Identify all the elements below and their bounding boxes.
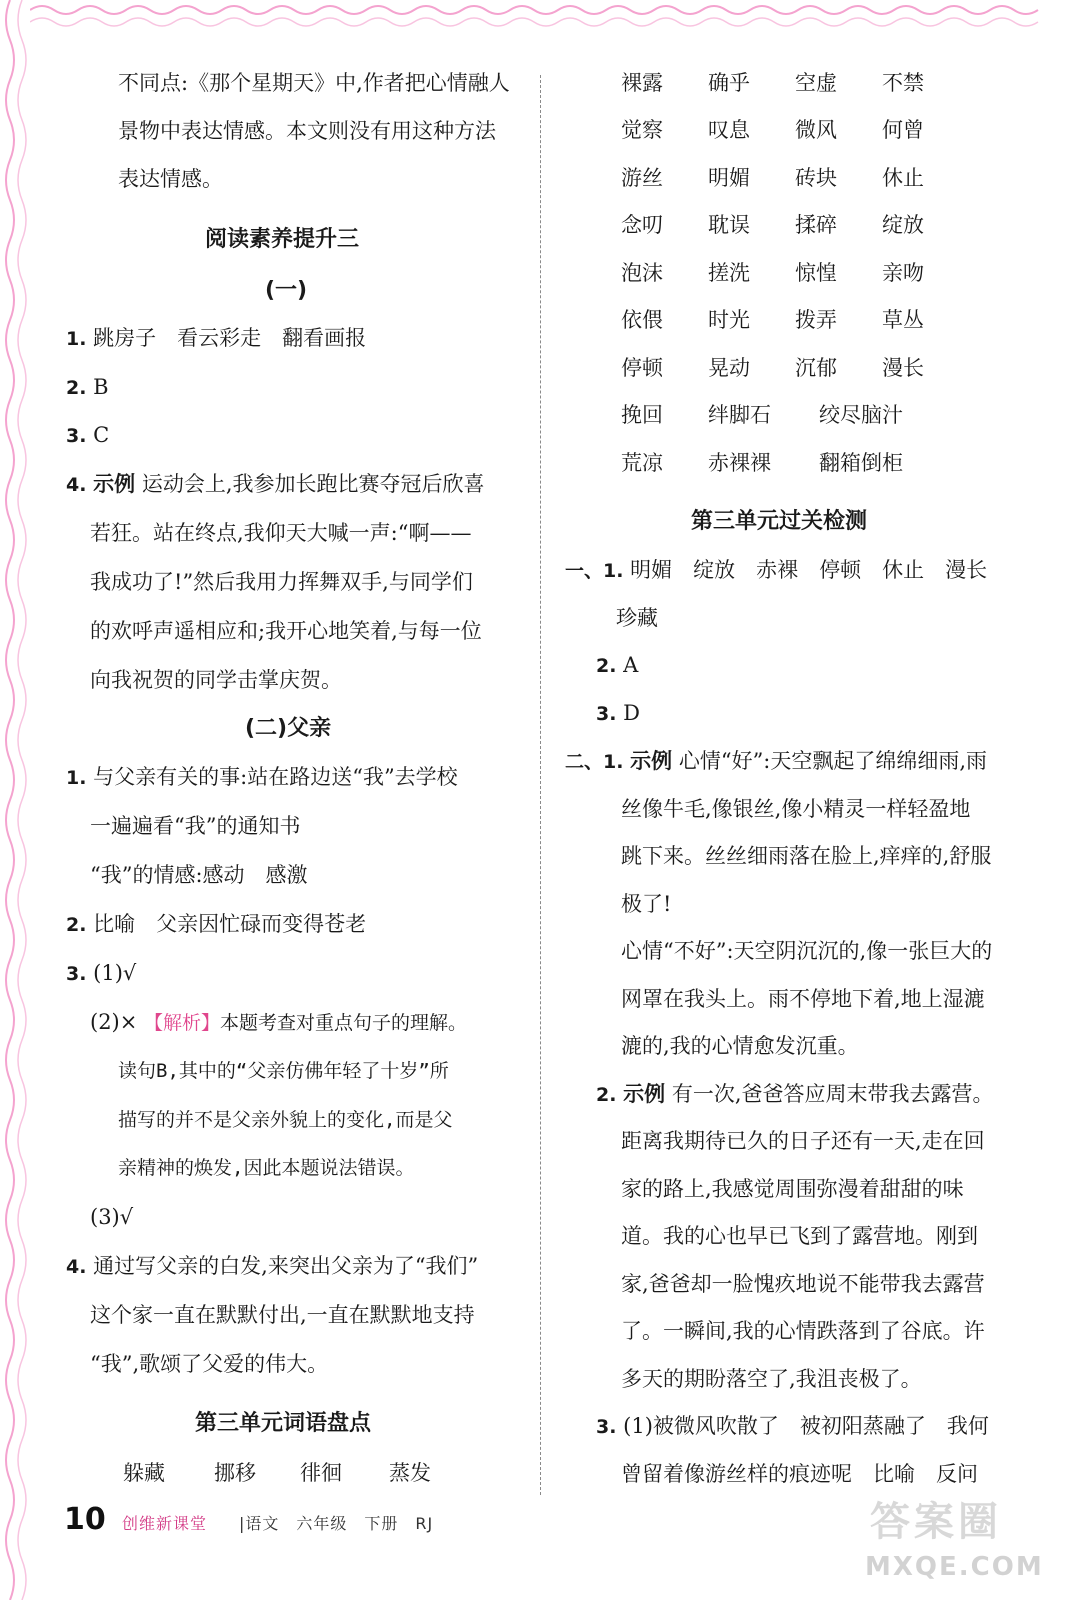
answer-line xyxy=(66,911,366,938)
question-number: 二、1. xyxy=(565,751,624,773)
example-label: 示例 xyxy=(630,749,673,773)
intro-line: 不同点:《那个星期天》中,作者把心情融人 xyxy=(118,71,510,95)
vocab-word: 荒凉 xyxy=(621,451,663,475)
answer-text: 跳房子 看云彩走 翻看画报 xyxy=(93,326,367,350)
word-grid-row xyxy=(541,307,1079,333)
vocab-word: 明媚 xyxy=(708,166,750,190)
question-number: 3. xyxy=(596,1416,617,1438)
question-number: 4. xyxy=(66,1256,87,1278)
vocab-word: 确乎 xyxy=(708,71,750,95)
analysis-text: 本题考查对重点句子的理解。 xyxy=(220,1012,468,1034)
analysis-line: 读句B,其中的“父亲仿佛年轻了十岁”所 xyxy=(118,1060,449,1082)
answer-text: 通过写父亲的白发,来突出父亲为了“我们” xyxy=(93,1254,479,1278)
vocab-word: 觉察 xyxy=(621,118,663,142)
vocab-word: 叹息 xyxy=(708,118,750,142)
word-grid-row xyxy=(541,402,1079,428)
answer-text: B xyxy=(93,375,109,399)
part-title: (二)父亲 xyxy=(245,716,332,741)
vocab-word: 惊惶 xyxy=(795,261,837,285)
vocab-word: 微风 xyxy=(795,118,837,142)
answer-line: 网罩在我头上。雨不停地下着,地上湿漉 xyxy=(621,987,985,1011)
word-grid-row xyxy=(541,117,1079,143)
answer-line: 曾留着像游丝样的痕迹呢 比喻 反问 xyxy=(621,1462,978,1486)
vocab-word: 翻箱倒柜 xyxy=(819,451,903,475)
answer-line xyxy=(66,1253,478,1280)
answer-text: (1)√ xyxy=(93,961,137,985)
word-grid-row xyxy=(541,165,1079,191)
answer-line: 了。一瞬间,我的心情跌落到了谷底。许 xyxy=(621,1319,985,1343)
book-info: |语文 六年级 下册 RJ xyxy=(239,1514,434,1533)
answer-line: 我成功了!”然后我用力挥舞双手,与同学们 xyxy=(90,570,473,594)
test-title: 第三单元过关检测 xyxy=(691,509,868,534)
vocab-word: 晃动 xyxy=(708,356,750,380)
vocab-word: 念叨 xyxy=(621,213,663,237)
vocab-word: 草丛 xyxy=(882,308,924,332)
intro-line: 表达情感。 xyxy=(118,167,223,191)
answer-text: 有一次,爸爸答应周末带我去露营。 xyxy=(671,1082,994,1106)
answer-line: 一遍遍看“我”的通知书 xyxy=(90,814,301,838)
question-number: 4. xyxy=(66,474,87,496)
vocab-word: 赤裸裸 xyxy=(708,451,771,475)
page-number: 10 xyxy=(64,1502,106,1537)
answer-line: (3)√ xyxy=(90,1205,134,1229)
answer-text: (1)被微风吹散了 被初阳蒸融了 我何 xyxy=(623,1414,989,1438)
question-number: 3. xyxy=(66,963,87,985)
brand-name: 创维新课堂 xyxy=(122,1514,208,1533)
wavy-top-border xyxy=(30,0,1050,40)
watermark-url: MXQE.COM xyxy=(865,1552,1044,1582)
answer-line: “我”的情感:感动 感激 xyxy=(90,863,308,887)
analysis-tag: 【解析】 xyxy=(144,1012,221,1034)
answer-text: 运动会上,我参加长跑比赛夺冠后欣喜 xyxy=(141,472,485,496)
answer-text: 与父亲有关的事:站在路边送“我”去学校 xyxy=(93,765,458,789)
vocab-word: 揉碎 xyxy=(795,213,837,237)
vocab-word: 泡沫 xyxy=(621,261,663,285)
answer-line xyxy=(596,652,638,679)
vocab-word: 徘徊 xyxy=(300,1461,342,1485)
vocab-word: 绽放 xyxy=(882,213,924,237)
question-number: 2. xyxy=(596,655,617,677)
answer-line xyxy=(66,422,109,449)
vocab-word: 绞尽脑汁 xyxy=(819,403,903,427)
vocab-word: 蒸发 xyxy=(389,1461,431,1485)
vocab-word: 躲藏 xyxy=(123,1461,165,1485)
answer-text: 心情“好”:天空飘起了绵绵细雨,雨 xyxy=(678,749,988,773)
vocab-word: 漫长 xyxy=(882,356,924,380)
question-number: 1. xyxy=(66,767,87,789)
vocab-word: 砖块 xyxy=(795,166,837,190)
example-label: 示例 xyxy=(93,472,136,496)
vocab-word: 挽回 xyxy=(621,403,663,427)
question-number: 一、1. xyxy=(565,560,624,582)
answer-line: 若狂。站在终点,我仰天大喊一声:“啊—— xyxy=(90,521,472,545)
answer-line xyxy=(90,1009,467,1036)
vocab-title: 第三单元词语盘点 xyxy=(195,1411,372,1436)
question-number: 2. xyxy=(66,914,87,936)
answer-line xyxy=(66,764,458,791)
watermark-logo xyxy=(850,1490,1070,1600)
intro-line: 景物中表达情感。本文则没有用这种方法 xyxy=(118,119,496,143)
answer-text: 比喻 父亲因忙碌而变得苍老 xyxy=(93,912,367,936)
answer-text: D xyxy=(623,701,640,725)
answer-line: 漉的,我的心情愈发沉重。 xyxy=(621,1034,859,1058)
answer-line: “我”,歌颂了父爱的伟大。 xyxy=(90,1352,329,1376)
vocab-word: 挪移 xyxy=(214,1461,256,1485)
vocab-word: 何曾 xyxy=(882,118,924,142)
answer-line xyxy=(565,748,987,775)
answer-line xyxy=(66,374,109,401)
answer-line: 的欢呼声遥相应和;我开心地笑着,与每一位 xyxy=(90,619,482,643)
word-grid-row xyxy=(541,70,1079,96)
answer-line xyxy=(66,325,366,352)
answer-line: 家的路上,我感觉周围弥漫着甜甜的味 xyxy=(621,1177,964,1201)
column-divider xyxy=(540,75,541,1495)
answer-text: C xyxy=(93,423,110,447)
answer-line xyxy=(66,471,485,498)
analysis-line: 亲精神的焕发,因此本题说法错误。 xyxy=(118,1157,415,1179)
answer-mark: (2)× xyxy=(90,1010,138,1034)
example-label: 示例 xyxy=(623,1082,666,1106)
vocab-word: 休止 xyxy=(882,166,924,190)
vocab-word: 不禁 xyxy=(882,71,924,95)
answer-line: 距离我期待已久的日子还有一天,走在回 xyxy=(621,1129,985,1153)
answer-line: 跳下来。丝丝细雨落在脸上,痒痒的,舒服 xyxy=(621,844,992,868)
answer-text: 明媚 绽放 赤裸 停顿 休止 漫长 xyxy=(630,558,988,582)
watermark-text: 答案圈 xyxy=(870,1499,1002,1545)
analysis-line: 描写的并不是父亲外貌上的变化,而是父 xyxy=(118,1109,453,1131)
answer-line: 向我祝贺的同学击掌庆贺。 xyxy=(90,668,342,692)
answer-line: 这个家一直在默默付出,一直在默默地支持 xyxy=(90,1303,475,1327)
vocab-word: 耽误 xyxy=(708,213,750,237)
answer-line: 丝像牛毛,像银丝,像小精灵一样轻盈地 xyxy=(621,797,971,821)
word-grid-row xyxy=(541,355,1079,381)
answer-line: 心情“不好”:天空阴沉沉的,像一张巨大的 xyxy=(621,939,993,963)
vocab-word: 空虚 xyxy=(795,71,837,95)
vocab-word: 绊脚石 xyxy=(708,403,771,427)
question-number: 2. xyxy=(66,377,87,399)
vocab-word: 搓洗 xyxy=(708,261,750,285)
vocab-word: 沉郁 xyxy=(795,356,837,380)
word-grid-row xyxy=(541,212,1079,238)
vocab-word: 游丝 xyxy=(621,166,663,190)
wavy-left-border xyxy=(0,0,32,1600)
part-title: (一) xyxy=(265,278,308,303)
answer-line: 道。我的心也早已飞到了露营地。刚到 xyxy=(621,1224,978,1248)
word-grid-row xyxy=(541,260,1079,286)
answer-line: 家,爸爸却一脸愧疚地说不能带我去露营 xyxy=(621,1272,985,1296)
answer-line xyxy=(565,557,987,584)
word-grid-row xyxy=(541,450,1079,476)
vocab-word: 停顿 xyxy=(621,356,663,380)
answer-line xyxy=(596,1081,994,1108)
question-number: 1. xyxy=(66,328,87,350)
vocab-word: 亲吻 xyxy=(882,261,924,285)
question-number: 3. xyxy=(66,425,87,447)
question-number: 3. xyxy=(596,703,617,725)
vocab-word: 时光 xyxy=(708,308,750,332)
question-number: 2. xyxy=(596,1084,617,1106)
answer-line xyxy=(596,1413,989,1440)
vocab-word: 依偎 xyxy=(621,308,663,332)
answer-line xyxy=(596,700,640,727)
answer-line: 多天的期盼落空了,我沮丧极了。 xyxy=(621,1367,922,1391)
section-title: 阅读素养提升三 xyxy=(205,227,360,252)
answer-line xyxy=(66,960,136,987)
answer-text: A xyxy=(623,653,639,677)
answer-line: 极了! xyxy=(621,892,672,916)
vocab-word: 拨弄 xyxy=(795,308,837,332)
vocab-word: 裸露 xyxy=(621,71,663,95)
answer-line: 珍藏 xyxy=(616,606,658,630)
